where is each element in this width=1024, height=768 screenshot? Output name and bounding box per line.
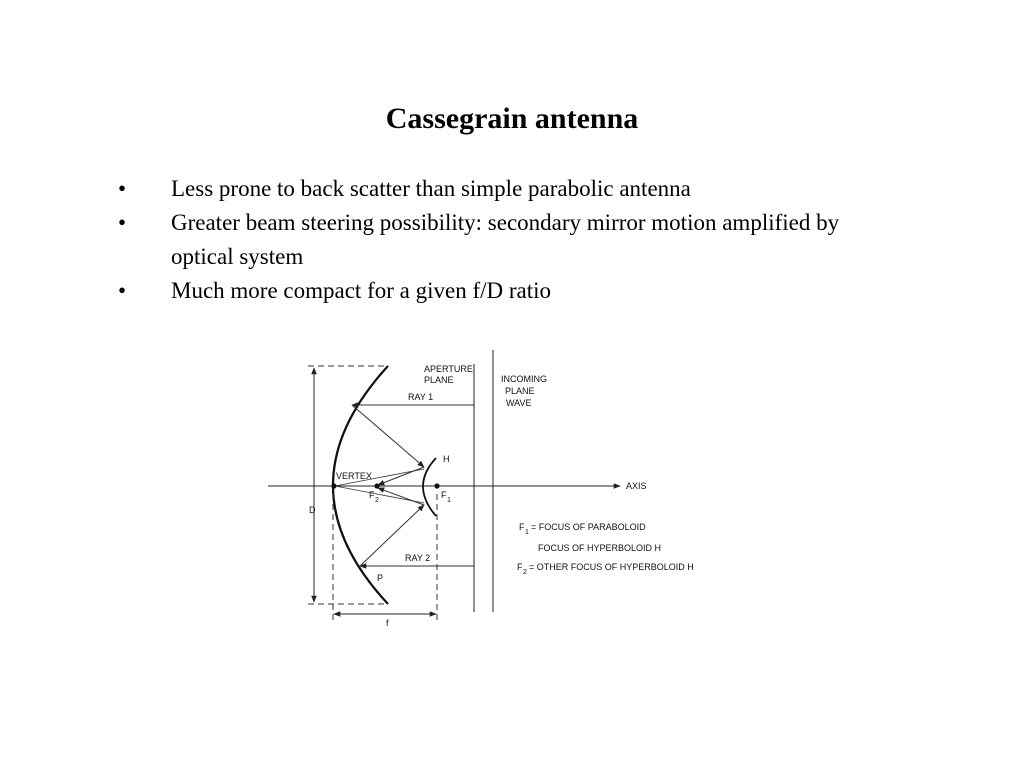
- aperture-label-2: PLANE: [424, 375, 454, 385]
- p-label: P: [377, 573, 384, 583]
- incoming-label-3: WAVE: [506, 398, 532, 408]
- d-label: D: [309, 505, 316, 515]
- legend-f1-subscript: 1: [525, 529, 529, 536]
- vertex-label: VERTEX: [336, 471, 372, 481]
- axis-label: AXIS: [626, 481, 647, 491]
- h-label: H: [443, 454, 450, 464]
- f1-label: F: [441, 490, 447, 500]
- f-label: f: [386, 618, 389, 628]
- legend-f1-text2: FOCUS OF HYPERBOLOID H: [538, 543, 662, 553]
- aperture-label-1: APERTURE: [424, 364, 473, 374]
- f1-subscript: 1: [447, 497, 451, 504]
- f2-subscript: 2: [375, 497, 379, 504]
- ray1-label: RAY 1: [408, 392, 434, 402]
- incoming-label-2: PLANE: [505, 386, 535, 396]
- f1-point: [434, 483, 439, 488]
- ray2-to-f2: [378, 488, 424, 505]
- legend-f1-symbol: F: [519, 522, 525, 532]
- bullet-dot: •: [118, 278, 127, 303]
- legend-f2-text: = OTHER FOCUS OF HYPERBOLOID H: [529, 562, 694, 572]
- bullet-text: Less prone to back scatter than simple parabolic antenna: [171, 176, 691, 201]
- bullet-text: Much more compact for a given f/D ratio: [171, 278, 552, 303]
- ray1-to-f2: [378, 467, 424, 485]
- ray1-reflected: [352, 405, 424, 467]
- f2-point: [374, 483, 379, 488]
- legend-f1-text: = FOCUS OF PARABOLOID: [531, 522, 646, 532]
- bullet-text: Greater beam steering possibility: secondary mirror motion amplified by optical system: [171, 210, 840, 269]
- legend-f2-symbol: F: [517, 562, 523, 572]
- vertex-point: [331, 483, 336, 488]
- f2-label: F: [369, 490, 375, 500]
- bullet-dot: •: [118, 176, 127, 201]
- slide-title: Cassegrain antenna: [385, 102, 639, 135]
- legend-f2-subscript: 2: [523, 569, 527, 576]
- secondary-mirror: [423, 458, 436, 516]
- bullet-dot: •: [118, 210, 127, 235]
- incoming-label-1: INCOMING: [501, 374, 547, 384]
- ray2-label: RAY 2: [405, 553, 431, 563]
